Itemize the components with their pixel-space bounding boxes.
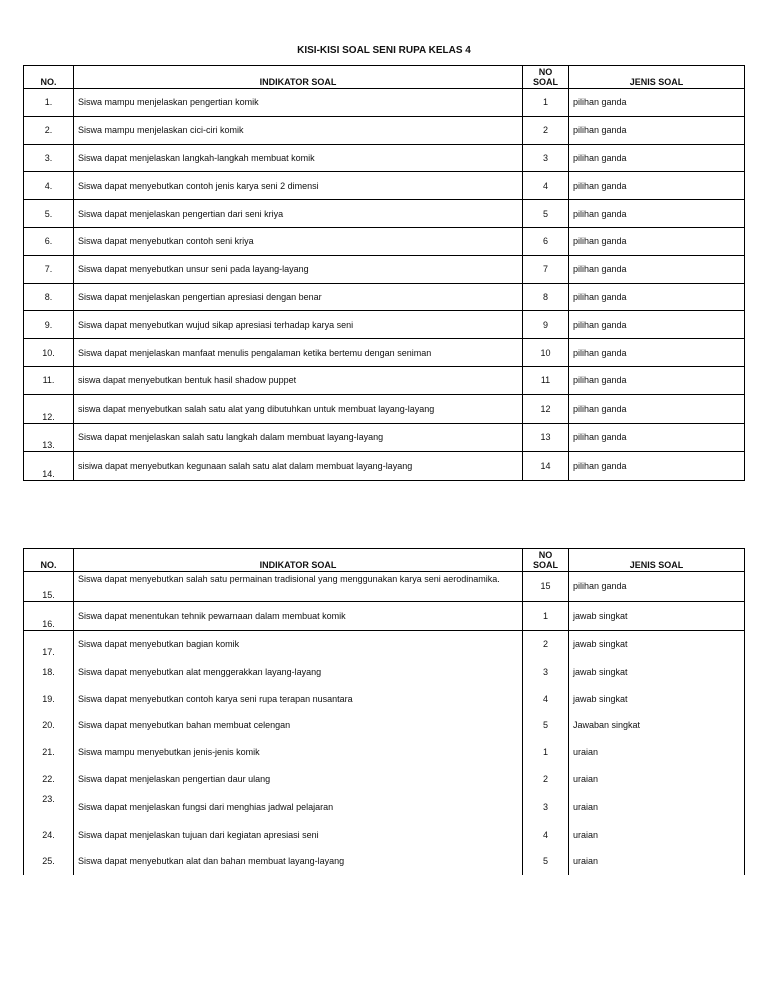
table-row [24, 739, 745, 766]
indicator-text: Siswa dapat menyebutkan unsur seni pada layang-layang [74, 255, 523, 283]
question-number: 2 [523, 630, 569, 658]
header-no-soal-line1: NO [538, 67, 553, 77]
table-row [24, 227, 745, 255]
question-number: 8 [523, 283, 569, 311]
table-row [24, 394, 745, 423]
indicator-text: Siswa dapat menjelaskan langkah-langkah membuat komik [74, 144, 523, 172]
table-row [24, 601, 745, 630]
question-number: 10 [523, 339, 569, 367]
indicator-text: Siswa mampu menyebutkan jenis-jenis komik [74, 739, 523, 766]
question-number: 1 [523, 89, 569, 117]
question-number: 13 [523, 423, 569, 452]
row-number: 10. [24, 339, 74, 367]
indicator-text: Siswa dapat menyebutkan contoh karya seni rupa terapan nusantara [74, 685, 523, 712]
table-row [24, 452, 745, 481]
indicator-text: Siswa dapat menyebutkan bagian komik [74, 630, 523, 658]
header-jenis: JENIS SOAL [569, 549, 745, 572]
table-row [24, 339, 745, 367]
question-type: pilihan ganda [569, 200, 745, 228]
indicator-text: Siswa dapat menyebutkan bahan membuat celengan [74, 712, 523, 739]
table-row [24, 658, 745, 685]
row-number: 20. [24, 712, 74, 739]
row-number: 7. [24, 255, 74, 283]
row-number: 15. [24, 572, 74, 602]
row-number: 4. [24, 172, 74, 200]
question-type: uraian [569, 739, 745, 766]
question-number: 6 [523, 227, 569, 255]
question-type: pilihan ganda [569, 423, 745, 452]
table-row [24, 712, 745, 739]
table-row [24, 255, 745, 283]
indicator-text: siswa dapat menyebutkan salah satu alat yang dibutuhkan untuk membuat layang-layang [74, 394, 523, 423]
row-number: 12. [24, 394, 74, 423]
table-header-row [24, 66, 745, 89]
row-number: 23. [24, 792, 74, 821]
indicator-text: Siswa mampu menjelaskan cici-ciri komik [74, 116, 523, 144]
question-number: 4 [523, 685, 569, 712]
question-type: jawab singkat [569, 658, 745, 685]
indicator-text: Siswa dapat menjelaskan salah satu langkah dalam membuat layang-layang [74, 423, 523, 452]
indicator-text: Siswa dapat menjelaskan tujuan dari kegiatan apresiasi seni [74, 821, 523, 848]
question-type: pilihan ganda [569, 394, 745, 423]
question-type: pilihan ganda [569, 283, 745, 311]
table-row [24, 89, 745, 117]
table-row [24, 200, 745, 228]
row-number: 18. [24, 658, 74, 685]
question-type: Jawaban singkat [569, 712, 745, 739]
indicator-text: Siswa dapat menjelaskan pengertian dari seni kriya [74, 200, 523, 228]
question-number: 15 [523, 572, 569, 602]
question-number: 4 [523, 821, 569, 848]
row-number: 24. [24, 821, 74, 848]
question-number: 2 [523, 116, 569, 144]
question-type: pilihan ganda [569, 572, 745, 602]
page-title: KISI-KISI SOAL SENI RUPA KELAS 4 [297, 45, 471, 56]
indicator-text: Siswa mampu menjelaskan pengertian komik [74, 89, 523, 117]
question-type: pilihan ganda [569, 311, 745, 339]
header-no-soal [523, 66, 569, 89]
question-number: 5 [523, 200, 569, 228]
header-indikator: INDIKATOR SOAL [74, 66, 523, 89]
header-no-soal-line1: NO [538, 550, 553, 560]
table-row [24, 848, 745, 875]
table-row [24, 144, 745, 172]
table-row [24, 311, 745, 339]
indicator-text: Siswa dapat menyebutkan alat menggerakkan layang-layang [74, 658, 523, 685]
indicator-text: Siswa dapat menjelaskan manfaat menulis pengalaman ketika bertemu dengan seniman [74, 339, 523, 367]
question-number: 14 [523, 452, 569, 481]
row-number: 25. [24, 848, 74, 875]
row-number: 17. [24, 630, 74, 658]
table-row [24, 172, 745, 200]
row-number: 9. [24, 311, 74, 339]
table-row [24, 116, 745, 144]
question-number: 3 [523, 792, 569, 821]
question-type: pilihan ganda [569, 172, 745, 200]
indicator-text: Siswa dapat menjelaskan fungsi dari menghias jadwal pelajaran [74, 792, 523, 821]
indicator-text: Siswa dapat menyebutkan wujud sikap apresiasi terhadap karya seni [74, 311, 523, 339]
question-type: jawab singkat [569, 630, 745, 658]
table-row [24, 630, 745, 658]
table-row [24, 423, 745, 452]
question-type: pilihan ganda [569, 227, 745, 255]
question-type: uraian [569, 821, 745, 848]
question-type: pilihan ganda [569, 452, 745, 481]
table-row [24, 685, 745, 712]
question-type: pilihan ganda [569, 144, 745, 172]
question-number: 11 [523, 366, 569, 394]
table-row [24, 792, 745, 821]
indicator-text: Siswa dapat menjelaskan pengertian apresiasi dengan benar [74, 283, 523, 311]
question-type: pilihan ganda [569, 255, 745, 283]
question-type: uraian [569, 766, 745, 793]
row-number: 14. [24, 452, 74, 481]
header-jenis: JENIS SOAL [569, 66, 745, 89]
question-number: 9 [523, 311, 569, 339]
question-type: jawab singkat [569, 685, 745, 712]
row-number: 1. [24, 89, 74, 117]
question-type: pilihan ganda [569, 339, 745, 367]
question-number: 1 [523, 739, 569, 766]
table-header-row [24, 549, 745, 572]
question-number: 4 [523, 172, 569, 200]
row-number: 6. [24, 227, 74, 255]
table-row [24, 572, 745, 602]
question-number: 1 [523, 601, 569, 630]
question-grid-table-2 [23, 548, 745, 875]
row-number: 19. [24, 685, 74, 712]
question-type: jawab singkat [569, 601, 745, 630]
question-number: 3 [523, 658, 569, 685]
question-number: 12 [523, 394, 569, 423]
row-number: 2. [24, 116, 74, 144]
row-number: 21. [24, 739, 74, 766]
table-row [24, 821, 745, 848]
question-grid-table-1 [23, 65, 745, 481]
question-type: pilihan ganda [569, 366, 745, 394]
indicator-text: siswa dapat menyebutkan bentuk hasil shadow puppet [74, 366, 523, 394]
header-no-soal-line2: SOAL [532, 560, 558, 570]
table-row [24, 283, 745, 311]
row-number: 13. [24, 423, 74, 452]
header-no-soal-line2: SOAL [532, 77, 558, 87]
indicator-text: Siswa dapat menjelaskan pengertian daur ulang [74, 766, 523, 793]
indicator-text: sisiwa dapat menyebutkan kegunaan salah satu alat dalam membuat layang-layang [74, 452, 523, 481]
table-row [24, 366, 745, 394]
header-no: NO. [24, 549, 74, 572]
question-type: pilihan ganda [569, 89, 745, 117]
question-number: 5 [523, 848, 569, 875]
table-row [24, 766, 745, 793]
indicator-text: Siswa dapat menyebutkan salah satu permainan tradisional yang menggunakan karya seni aerodinamika. [74, 572, 523, 602]
header-no: NO. [24, 66, 74, 89]
row-number: 11. [24, 366, 74, 394]
question-type: uraian [569, 848, 745, 875]
row-number: 22. [24, 766, 74, 793]
question-number: 2 [523, 766, 569, 793]
row-number: 3. [24, 144, 74, 172]
question-number: 7 [523, 255, 569, 283]
indicator-text: Siswa dapat menentukan tehnik pewarnaan dalam membuat komik [74, 601, 523, 630]
question-number: 5 [523, 712, 569, 739]
question-type: uraian [569, 792, 745, 821]
indicator-text: Siswa dapat menyebutkan contoh seni kriya [74, 227, 523, 255]
indicator-text: Siswa dapat menyebutkan alat dan bahan membuat layang-layang [74, 848, 523, 875]
header-no-soal [523, 549, 569, 572]
question-number: 3 [523, 144, 569, 172]
header-indikator: INDIKATOR SOAL [74, 549, 523, 572]
row-number: 5. [24, 200, 74, 228]
row-number: 8. [24, 283, 74, 311]
row-number: 16. [24, 601, 74, 630]
question-type: pilihan ganda [569, 116, 745, 144]
indicator-text: Siswa dapat menyebutkan contoh jenis karya seni 2 dimensi [74, 172, 523, 200]
